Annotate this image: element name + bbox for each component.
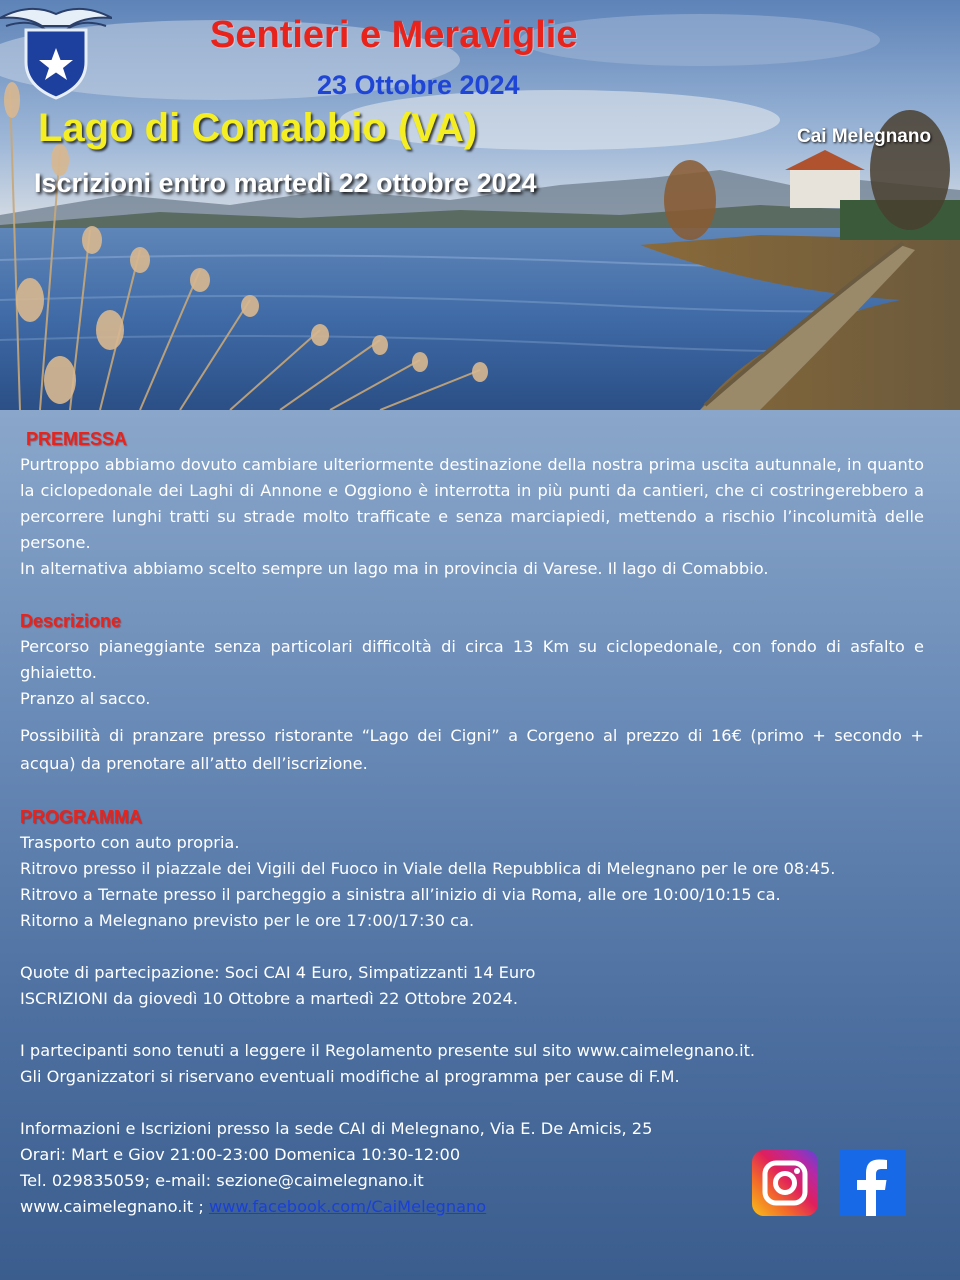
route-description: Percorso pianeggiante senza particolari difficoltà di circa 13 Km su ciclopedonale, con fondo di asfalto e ghiaietto. <box>20 637 924 682</box>
restaurant-option: Possibilità di pranzare presso ristorante “Lago dei Cigni” a Corgeno al prezzo di 16€ (primo + secondo + acqua) da prenotare all’atto dell’iscrizione. <box>20 726 924 773</box>
descrizione-heading: Descrizione <box>20 611 122 631</box>
changes-note: Gli Organizzatori si riservano eventuali modifiche al programma per cause di F.M. <box>20 1067 680 1086</box>
website-text: www.caimelegnano.it ; <box>20 1197 209 1216</box>
social-icons <box>752 1150 912 1220</box>
programma-line: Ritorno a Melegnano previsto per le ore 17:00/17:30 ca. <box>20 911 475 930</box>
contact-info: Informazioni e Iscrizioni presso la sede CAI di Melegnano, Via E. De Amicis, 25 <box>20 1119 653 1138</box>
facebook-link[interactable]: www.facebook.com/CaiMelegnano <box>208 1197 487 1216</box>
lake-landscape-image <box>0 0 960 410</box>
facebook-icon[interactable] <box>840 1150 906 1216</box>
event-date: 23 Ottobre 2024 <box>317 70 520 100</box>
event-series-title: Sentieri e Meraviglie <box>210 14 578 56</box>
fees: Quote di partecipazione: Soci CAI 4 Euro, Simpatizzanti 14 Euro <box>20 963 536 982</box>
programma-line: Trasporto con auto propria. <box>20 833 240 852</box>
premessa-alternative: In alternativa abbiamo scelto sempre un lago ma in provincia di Varese. Il lago di Comabbio. <box>20 559 769 578</box>
lunch-note: Pranzo al sacco. <box>20 689 151 708</box>
instagram-icon[interactable] <box>752 1150 818 1216</box>
phone-email: Tel. 029835059; e-mail: sezione@caimelegnano.it <box>20 1171 424 1190</box>
club-name: Cai Melegnano <box>797 126 932 147</box>
opening-hours: Orari: Mart e Giov 21:00-23:00 Domenica 10:30-12:00 <box>20 1145 461 1164</box>
hero-image <box>0 0 960 410</box>
premessa-heading: PREMESSA <box>26 429 128 449</box>
cai-logo <box>0 0 112 100</box>
programma-line: Ritrovo a Ternate presso il parcheggio a sinistra all’inizio di via Roma, alle ore 10:00/10:15 ca. <box>20 885 781 904</box>
flyer-body <box>20 426 924 1220</box>
programma-line: Ritrovo presso il piazzale dei Vigili del Fuoco in Viale della Repubblica di Melegnano per le ore 08:45. <box>20 859 836 878</box>
programma-heading: PROGRAMMA <box>20 807 142 827</box>
rules-note: I partecipanti sono tenuti a leggere il Regolamento presente sul sito www.caimelegnano.it. <box>20 1041 756 1060</box>
premessa-paragraph: Purtroppo abbiamo dovuto cambiare ulteriormente destinazione della nostra prima uscita autunnale, in quanto la ciclopedonale dei Laghi di Annone e Oggiono è interrotta in più punti da cantieri, che ci costringerebbero a percorrere lunghi tratti su strade molto trafficate e senza marciapiedi, mettendo a rischio l’incolumità delle persone. <box>20 455 924 552</box>
registration-period: ISCRIZIONI da giovedì 10 Ottobre a martedì 22 Ottobre 2024. <box>20 989 518 1008</box>
registration-deadline: Iscrizioni entro martedì 22 ottobre 2024 <box>34 168 537 198</box>
event-location: Lago di Comabbio (VA) <box>38 106 478 150</box>
